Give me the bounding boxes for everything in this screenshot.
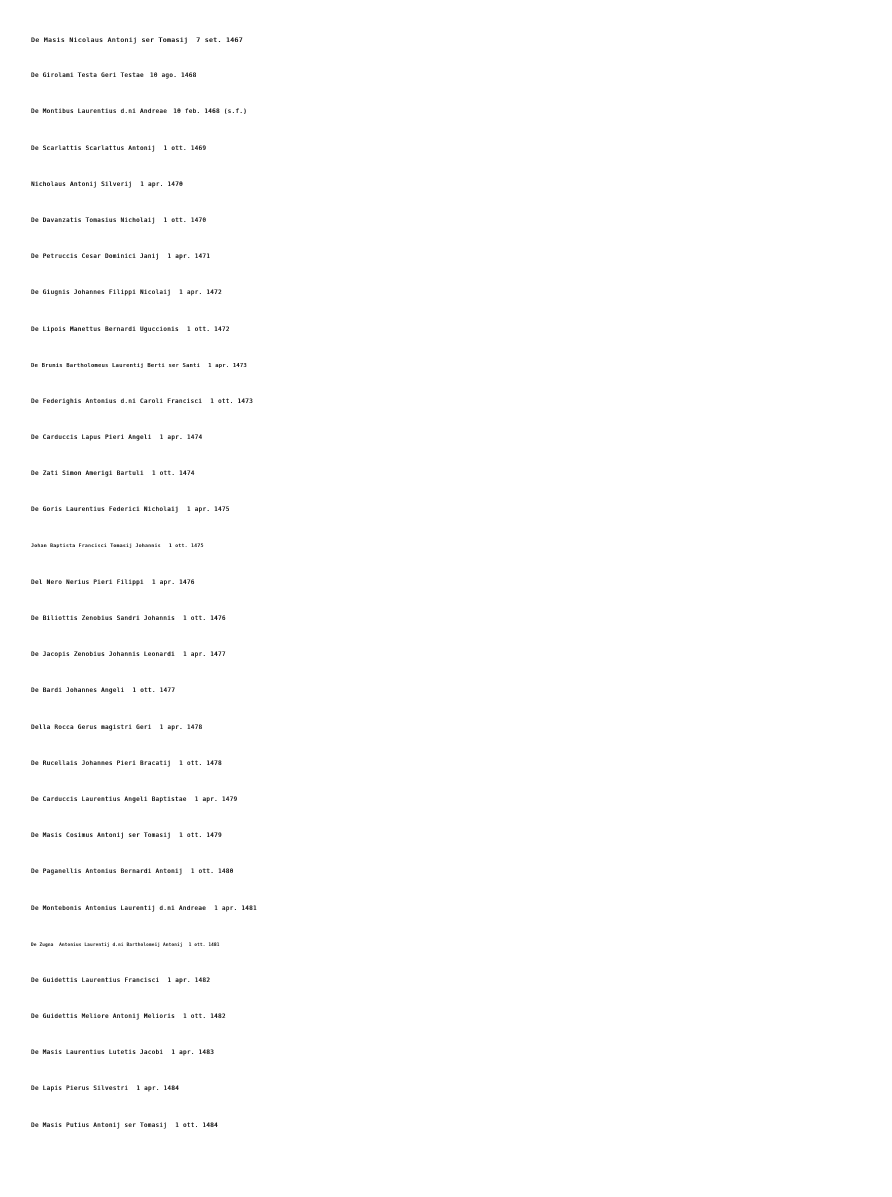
entry-name: De Zati Simon Amerigi Bartuli [31, 471, 144, 478]
list-item [31, 62, 892, 98]
entry-date: 1 ott. 1469 [163, 145, 207, 152]
entry-name: De Zugna Antonius Laurentij d.ni Bartholomeij Antonij [31, 941, 183, 947]
list-item [31, 460, 892, 496]
entry-name: De Lipois Manettus Bernardi Uguccionis [31, 326, 179, 333]
list-item [31, 171, 892, 207]
list-item [31, 243, 892, 279]
entry-name: De Paganellis Antonius Bernardi Antonij [31, 869, 183, 876]
list-item [31, 388, 892, 424]
entry-date: 1 ott. 1472 [186, 326, 230, 333]
entry-date: 1 apr. 1470 [140, 181, 183, 188]
entry-name: De Biliottis Zenobius Sandri Johannis [31, 616, 175, 622]
entry-name: Johan Baptista Francisci Tomasij Johannis [31, 543, 161, 549]
entry-list [31, 26, 892, 1148]
list-item [31, 750, 892, 786]
list-item [31, 279, 892, 315]
entry-name: De Davanzatis Tomasius Nicholaij [31, 217, 156, 224]
entry-name: De Bardi Johannes Angeli [31, 688, 125, 695]
entry-date: 1 ott. 1474 [151, 471, 195, 478]
entry-date: 1 ott. 1480 [190, 869, 234, 876]
list-item [31, 496, 892, 532]
entry-name: De Masis Laurentius Lutetis Jacobi [31, 1050, 164, 1057]
entry-date: 1 ott. 1476 [182, 616, 226, 622]
entry-date: 1 apr. 1475 [186, 507, 230, 514]
list-item [31, 895, 892, 931]
list-item [31, 858, 892, 894]
entry-name: De Guidettis Meliore Antonij Melioris [31, 1014, 175, 1021]
entry-date: 1 ott. 1470 [163, 217, 207, 224]
list-item [31, 26, 892, 62]
entry-name: De Lapis Pierus Silvestri [31, 1086, 129, 1093]
entry-name: De Brunis Bartholomeus Laurentij Berti ser Santi [31, 362, 201, 369]
entry-name: Della Rocca Gerus magistri Geri [31, 724, 152, 731]
entry-date: 1 apr. 1476 [151, 579, 195, 586]
list-item [31, 135, 892, 171]
list-item [31, 714, 892, 750]
entry-date: 1 apr. 1482 [167, 977, 211, 984]
entry-name: De Montibus Laurentius d.ni Andreae [31, 109, 168, 116]
list-item [31, 1075, 892, 1111]
entry-date: 1 apr. 1473 [208, 362, 247, 369]
entry-date: 1 ott. 1473 [210, 398, 253, 405]
entry-date: 1 ott. 1481 [188, 941, 220, 947]
list-item [31, 352, 892, 388]
list-item [31, 316, 892, 352]
entry-date: 1 ott. 1482 [182, 1014, 226, 1021]
list-item [31, 207, 892, 243]
entry-date: 1 apr. 1477 [182, 652, 226, 659]
entry-date: 7 set. 1467 [196, 36, 243, 44]
list-item [31, 822, 892, 858]
entry-date: 1 ott. 1484 [175, 1122, 218, 1129]
entry-name: De Masis Putius Antonij ser Tomasij [31, 1122, 168, 1129]
entry-date: 1 ott. 1477 [132, 688, 176, 695]
entry-date: 1 apr. 1471 [167, 254, 211, 261]
entry-date: 10 ago. 1468 [149, 73, 197, 80]
entry-name: Nicholaus Antonij Silverij [31, 181, 133, 188]
list-item [31, 1112, 892, 1148]
entry-name: De Masis Cosimus Antonij ser Tomasij [31, 833, 172, 840]
entry-name: De Carduccis Laurentius Angeli Baptistae [31, 796, 187, 803]
list-item [31, 424, 892, 460]
entry-name: De Carduccis Lapus Pieri Angeli [31, 435, 152, 442]
entry-date: 1 apr. 1484 [136, 1086, 180, 1093]
list-item [31, 931, 892, 967]
list-item [31, 569, 892, 605]
list-item [31, 1003, 892, 1039]
list-item [31, 786, 892, 822]
entry-name: De Scarlattis Scarlattus Antonij [31, 145, 156, 152]
entry-date: 1 ott. 1478 [179, 760, 222, 767]
entry-name: De Guidettis Laurentius Francisci [31, 977, 160, 984]
entry-date: 1 apr. 1479 [194, 796, 238, 803]
list-item [31, 605, 892, 641]
entry-date: 10 feb. 1468 (s.f.) [173, 109, 248, 116]
entry-name: De Jacopis Zenobius Johannis Leonardi [31, 652, 175, 659]
entry-name: De Masis Nicolaus Antonij ser Tomasij [31, 36, 189, 44]
list-item [31, 677, 892, 713]
entry-date: 1 apr. 1472 [179, 290, 222, 297]
list-item [31, 98, 892, 134]
list-item [31, 641, 892, 677]
entry-name: De Rucellais Johannes Pieri Bracatij [31, 760, 172, 767]
entry-name: De Giugnis Johannes Filippi Nicolaij [31, 290, 172, 297]
entry-name: De Girolami Testa Geri Testae [31, 73, 144, 80]
entry-name: Del Nero Nerius Pieri Filippi [31, 579, 144, 586]
entry-name: De Montebonis Antonius Laurentij d.ni Andreae [31, 905, 207, 912]
list-item [31, 1039, 892, 1075]
entry-date: 1 ott. 1479 [179, 833, 222, 840]
entry-name: De Federighis Antonius d.ni Caroli Francisci [31, 398, 203, 405]
entry-date: 1 apr. 1481 [214, 905, 257, 912]
entry-name: De Goris Laurentius Federici Nicholaij [31, 507, 179, 514]
entry-name: De Petruccis Cesar Dominici Janij [31, 254, 160, 261]
entry-date: 1 ott. 1475 [168, 543, 204, 549]
entry-date: 1 apr. 1478 [159, 724, 203, 731]
entry-date: 1 apr. 1483 [171, 1050, 215, 1057]
list-item [31, 967, 892, 1003]
list-item [31, 533, 892, 569]
entry-date: 1 apr. 1474 [159, 435, 203, 442]
